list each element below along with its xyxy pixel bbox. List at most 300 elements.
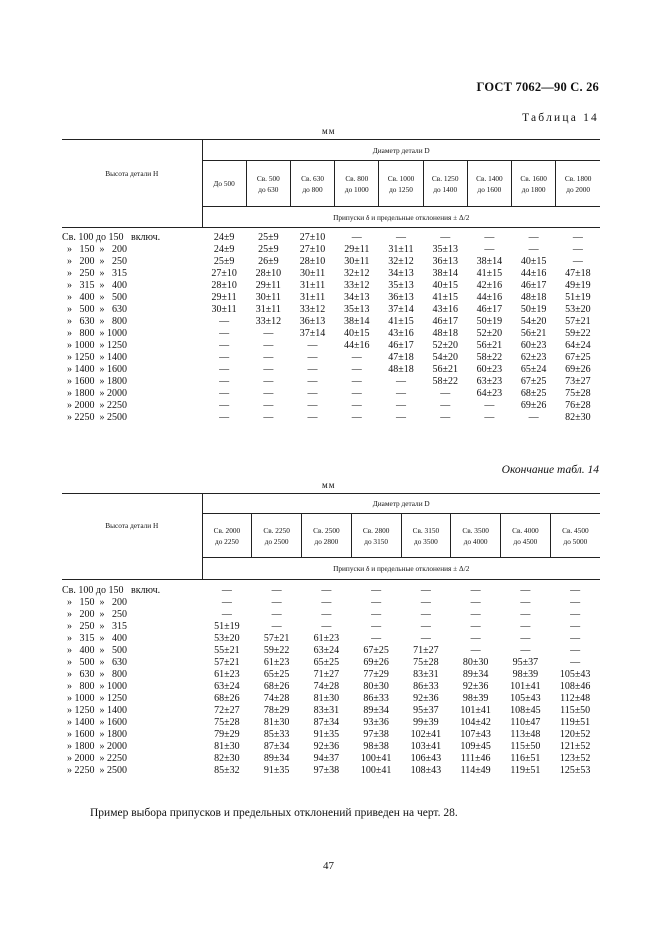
table-cell: 104±42 [460,717,491,728]
row-label: » 315 » 400 [62,280,127,291]
table-cell: 24±9 [213,244,235,255]
table-cell: 48±18 [520,292,547,303]
table-cell: 62±23 [520,352,547,363]
table-cell: 27±10 [211,268,237,279]
table-cell: — [371,585,382,596]
table-cell: 35±13 [344,304,370,315]
column-header-line2: до 1000 [344,184,369,194]
column-header-line1: Св. 4500 [562,525,589,535]
column-header-line1: До 500 [213,179,235,188]
table-cell: 92±36 [313,741,340,752]
table-cell: — [307,388,318,399]
table-number: Таблица 14 [522,112,599,124]
table-cell: 119±51 [510,765,541,776]
table-cell: — [263,376,274,387]
column-header-line2: до 2250 [214,536,239,546]
table-cell: 36±13 [299,316,326,327]
table-cell: 30±11 [255,292,281,303]
table-cell: 55±21 [214,645,240,656]
table-cell: — [395,376,406,387]
table-cell: — [395,400,406,411]
table-cell: — [520,597,531,608]
table-row [62,280,600,292]
table-cell: 31±11 [299,292,326,303]
table-row [62,609,600,621]
table-cell: — [351,412,362,423]
row-label: » 250 » 315 [62,268,127,279]
row-label: » 500 » 630 [62,304,127,315]
table-cell: 109±45 [460,741,491,752]
table-cell: 33±12 [255,316,282,327]
table-cell: 28±10 [299,256,326,267]
row-label: » 2250 » 2500 [62,765,127,776]
table-cell: 36±13 [432,256,458,267]
table-cell: 83±31 [413,669,439,680]
table-cell: — [351,400,362,411]
table-cell: 58±22 [476,352,503,363]
column-header-line1: Св. 4000 [512,525,539,535]
table-cell: 49±19 [565,280,591,291]
table-cell: — [572,256,583,267]
column-header [351,514,401,558]
table-cell: 63±24 [214,681,240,692]
table-cell: — [271,621,282,632]
row-label: Св. 100 до 150 включ. [62,585,161,596]
row-label: » 200 » 250 [62,256,127,267]
table-cell: 77±29 [363,669,389,680]
table-cell: 50±19 [476,316,503,327]
table-cell: 52±20 [476,328,503,339]
table-cell: 85±32 [214,765,240,776]
table-cell: 54±20 [432,352,458,363]
row-label: Св. 100 до 150 включ. [62,232,161,243]
table-cell: 76±28 [565,400,591,411]
table-row [62,765,600,777]
table-cell: 103±41 [410,741,442,752]
table-cell: 58±22 [432,376,458,387]
table-cell: 68±25 [520,388,547,399]
table-cell: 56±21 [432,364,458,375]
column-header-line1: Св. 1800 [564,173,592,183]
table-cell: 82±30 [565,412,591,423]
diameter-header-2: Диаметр детали D [202,494,600,514]
column-header [252,514,302,558]
table-cell: 91±35 [313,729,340,740]
column-header-line1: Св. 500 [256,173,280,183]
table-cell: — [219,352,230,363]
row-label: » 250 » 315 [62,621,127,632]
table-cell: — [371,609,382,620]
column-header [501,514,551,558]
table-cell: — [263,328,274,339]
table-cell: 26±9 [258,256,279,267]
table-cell: 30±11 [344,256,370,267]
column-header-line2: до 2500 [264,536,289,546]
table-cell: 38±14 [432,268,458,279]
table-cell: — [570,621,581,632]
row-label: » 2250 » 2500 [62,412,127,423]
table-cell: 43±16 [388,328,414,339]
table-cell: 93±36 [363,717,389,728]
table-cell: 27±10 [299,244,326,255]
table-cell: 46±17 [432,316,458,327]
table-cell: — [307,340,318,351]
row-label: » 800 » 1000 [62,328,127,339]
table-cell: 82±30 [214,753,240,764]
table-cell: 80±30 [363,681,389,692]
table-cell: 112±48 [560,693,591,704]
table-cell: 53±20 [565,304,591,315]
table-cell: — [470,597,481,608]
table-cell: 65±25 [263,669,290,680]
table-cell: 94±37 [313,753,340,764]
table-cell: 108±46 [559,681,591,692]
table-row [62,268,600,280]
table-row [62,376,600,388]
table-cell: 68±26 [214,693,240,704]
table-cell: 27±10 [299,232,326,243]
table-cell: 115±50 [510,741,541,752]
table-cell: 64±23 [476,388,503,399]
table-cell: — [263,400,274,411]
table-cell: 61±23 [313,633,340,644]
table-cell: 92±36 [413,693,439,704]
table-cell: 59±22 [263,645,290,656]
table-cell: 81±30 [313,693,340,704]
table-cell: 95±37 [413,705,439,716]
table-cell: 113±48 [510,729,541,740]
table-cell: — [221,597,232,608]
table-cell: — [321,597,332,608]
unit-label: мм [322,126,336,136]
table-cell: 60±23 [476,364,503,375]
table-cell: 119±51 [560,717,591,728]
table-cell: — [351,364,362,375]
table-cell: — [570,585,581,596]
table-cell: — [395,412,406,423]
column-header-line2: до 800 [302,184,323,194]
table-cell: — [570,609,581,620]
row-label: » 1600 » 1800 [62,376,127,387]
row-label: » 315 » 400 [62,633,127,644]
page-number: 47 [323,860,334,872]
table-cell: 102±41 [410,729,442,740]
table-cell: 50±19 [520,304,547,315]
table-cell: — [440,400,451,411]
table-cell: — [420,609,431,620]
table-cell: 47±18 [388,352,414,363]
table-cell: 72±27 [214,705,240,716]
table-cell: — [484,412,495,423]
table-cell: 28±10 [255,268,282,279]
table-row [62,388,600,400]
row-label: » 1000 » 1250 [62,340,127,351]
table-cell: — [271,609,282,620]
table-cell: 54±20 [520,316,547,327]
table-cell: — [371,633,382,644]
column-header-line1: Св. 1400 [476,173,503,183]
table-cell: 33±12 [344,280,370,291]
row-label: » 500 » 630 [62,657,127,668]
table-cell: — [263,340,274,351]
table-cell: — [219,388,230,399]
continuation-title: Окончание табл. 14 [501,464,599,476]
table-cell: 100±41 [360,753,392,764]
table-cell: 71±27 [313,669,340,680]
table-cell: 61±23 [214,669,240,680]
table-cell: 57±21 [214,657,240,668]
column-header [550,514,600,558]
table-cell: 89±34 [462,669,489,680]
table-cell: 115±50 [560,705,591,716]
table-cell: — [395,232,406,243]
allowance-header: Припуски δ и предельные отклонения ± Δ/2 [202,207,600,228]
table-cell: 28±10 [211,280,237,291]
table-row [62,717,600,729]
table-row [62,244,600,256]
column-header-line2: до 5000 [563,536,588,546]
table-cell: — [307,364,318,375]
table-cell: 95±37 [512,657,539,668]
column-header [335,161,379,207]
table-cell: 98±39 [462,693,489,704]
table-cell: 44±16 [344,340,370,351]
table-cell: — [307,400,318,411]
table-cell: 64±24 [565,340,591,351]
table-cell: — [570,645,581,656]
table-cell: 38±14 [344,316,370,327]
table-cell: — [221,609,232,620]
row-label: » 150 » 200 [62,244,127,255]
row-label: » 400 » 500 [62,645,127,656]
table-cell: — [221,585,232,596]
doc-header: ГОСТ 7062—90 С. 26 [476,80,599,94]
table-cell: 48±18 [432,328,458,339]
table-cell: 44±16 [476,292,503,303]
table-cell: — [307,376,318,387]
table-cell: 120±52 [559,729,591,740]
table-cell: 30±11 [299,268,326,279]
table-cell: 33±12 [299,304,326,315]
table-cell: — [484,232,495,243]
table-cell: 29±11 [255,280,281,291]
table-cell: 34±13 [388,268,414,279]
table-row [62,741,600,753]
row-label: » 2000 » 2250 [62,753,127,764]
column-header [512,161,556,207]
row-label: » 1000 » 1250 [62,693,127,704]
column-header-line1: Св. 3150 [412,525,440,535]
table-cell: — [570,633,581,644]
column-header [423,161,467,207]
table-cell: — [440,412,451,423]
table-cell: 63±24 [313,645,340,656]
table-cell: — [321,609,332,620]
table-cell: — [263,352,274,363]
table-cell: 65±24 [520,364,547,375]
table-row [62,412,600,424]
table-cell: 74±28 [263,693,290,704]
row-label: » 1250 » 1400 [62,352,127,363]
table-cell: 63±23 [476,376,503,387]
row-label: » 1250 » 1400 [62,705,127,716]
table-cell: 80±30 [462,657,489,668]
table-row [62,621,600,633]
table-cell: 97±38 [363,729,389,740]
table-cell: — [351,376,362,387]
column-header-line2: до 4500 [513,536,538,546]
table-row [62,352,600,364]
table-cell: 75±28 [413,657,439,668]
column-header-line2: до 2000 [566,184,591,194]
column-header [556,161,600,207]
table-cell: 25±9 [258,244,279,255]
column-header-line2: до 1600 [477,184,502,194]
table-cell: 41±15 [388,316,414,327]
table-cell: 83±31 [313,705,340,716]
column-header-line2: до 1250 [389,184,413,194]
table-cell: — [371,597,382,608]
column-header-line1: Св. 630 [301,173,324,183]
table-cell: 38±14 [476,256,503,267]
table-cell: 29±11 [211,292,237,303]
table-cell: — [520,645,531,656]
table-row [62,633,600,645]
row-label: » 2000 » 2250 [62,400,127,411]
table-cell: 42±16 [476,280,503,291]
row-label: » 400 » 500 [62,292,127,303]
table-cell: 40±15 [520,256,547,267]
table-cell: — [271,585,282,596]
table-cell: — [395,388,406,399]
table-cell: 71±27 [413,645,439,656]
table-cell: — [520,609,531,620]
table-row [62,657,600,669]
table-cell: — [219,400,230,411]
table-cell: 106±43 [410,753,442,764]
table-cell: 37±14 [299,328,326,339]
table-cell: — [307,352,318,363]
column-header-line2: до 3500 [413,536,438,546]
column-header-line2: до 2800 [314,536,339,546]
table-cell: — [484,400,495,411]
table-cell: 46±17 [520,280,547,291]
table-cell: 98±38 [363,741,389,752]
table-cell: 35±13 [432,244,458,255]
table-cell: 48±18 [388,364,414,375]
column-header [290,161,334,207]
table-row [62,400,600,412]
table-cell: — [470,621,481,632]
table-cell: — [263,388,274,399]
table-cell: — [321,621,332,632]
table-cell: — [528,412,539,423]
table-cell: — [572,232,583,243]
row-label: » 800 » 1000 [62,681,127,692]
table-row [62,645,600,657]
table-cell: — [219,340,230,351]
table-cell: — [470,645,481,656]
row-label: » 1400 » 1600 [62,717,127,728]
table-cell: 31±11 [255,304,281,315]
table-cell: 40±15 [432,280,458,291]
table-cell: 105±43 [559,669,591,680]
table-cell: 79±29 [214,729,240,740]
table-cell: 51±19 [214,621,240,632]
column-header [302,514,352,558]
table-cell: — [351,232,362,243]
table-cell: 34±13 [344,292,370,303]
table-cell: — [470,633,481,644]
height-header-2: Высота детали H [62,494,202,558]
table-cell: — [219,412,230,423]
table-cell: 86±33 [363,693,389,704]
table2-header [62,493,600,580]
table-cell: 89±34 [363,705,389,716]
table-cell: 43±16 [432,304,458,315]
table-row [62,597,600,609]
table-row [62,669,600,681]
row-label: » 200 » 250 [62,609,127,620]
column-header-line2: до 1400 [433,184,458,194]
table-cell: — [219,364,230,375]
table-row [62,340,600,352]
table-cell: 61±23 [263,657,290,668]
footnote: Пример выбора припусков и предельных отклонений приведен на черт. 28. [90,807,458,819]
table-cell: — [572,244,583,255]
column-header [451,514,501,558]
table-cell: 98±39 [512,669,539,680]
table-cell: 56±21 [476,340,503,351]
table-cell: 31±11 [299,280,326,291]
table-row [62,304,600,316]
table-cell: 37±14 [388,304,414,315]
table-cell: — [263,412,274,423]
table-cell: 47±18 [565,268,591,279]
column-header [379,161,423,207]
table-cell: 60±23 [520,340,547,351]
table-row [62,364,600,376]
row-label: » 630 » 800 [62,669,127,680]
row-label: » 1400 » 1600 [62,364,127,375]
table-cell: — [470,609,481,620]
table-cell: — [321,585,332,596]
table-cell: 78±29 [263,705,290,716]
allowance-header-2: Припуски δ и предельные отклонения ± Δ/2 [202,558,600,580]
table-cell: — [470,585,481,596]
table-cell: 40±15 [344,328,370,339]
table-cell: 53±20 [214,633,240,644]
table-cell: 41±15 [476,268,503,279]
table-row [62,681,600,693]
table-cell: 108±45 [510,705,541,716]
table-cell: 65±25 [313,657,340,668]
table-cell: — [528,244,539,255]
table-row [62,705,600,717]
table-row [62,256,600,268]
table-cell: 105±43 [510,693,541,704]
table-cell: — [219,316,230,327]
table-cell: — [570,657,581,668]
table-cell: 75±28 [565,388,591,399]
diameter-header: Диаметр детали D [202,140,600,161]
column-header-line1: Св. 1000 [387,173,415,183]
table-cell: 24±9 [213,232,235,243]
column-header-line2: до 1800 [521,184,546,194]
table-row [62,753,600,765]
table-row [62,316,600,328]
table-cell: — [520,621,531,632]
